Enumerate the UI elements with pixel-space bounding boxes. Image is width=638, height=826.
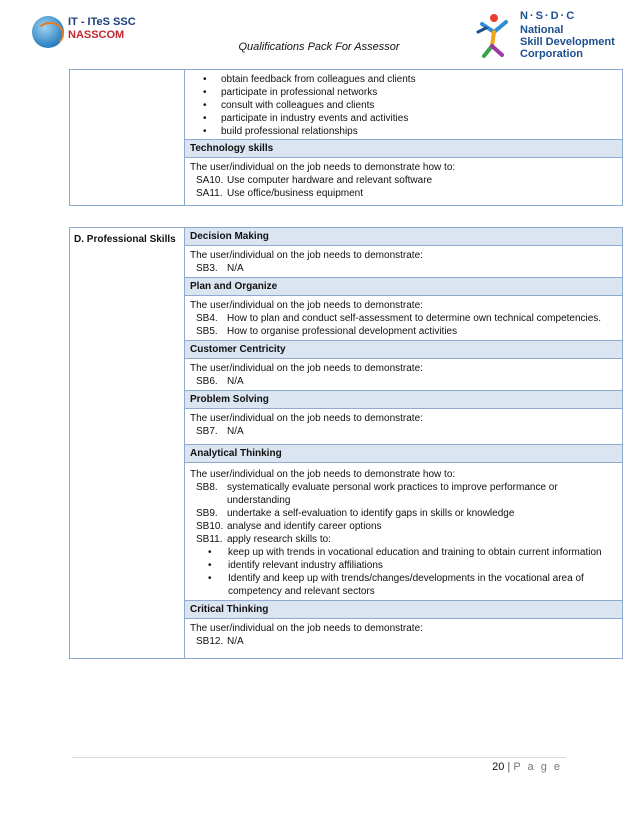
list-item: • consult with colleagues and clients	[185, 99, 622, 112]
item-code: SB3.	[196, 263, 218, 274]
logo-left-line2: NASSCOM	[68, 29, 125, 41]
section-intro: The user/individual on the job needs to demonstrate:	[190, 413, 423, 424]
item-text: N/A	[227, 263, 244, 274]
logo-left-line1: IT - ITeS SSC	[68, 16, 136, 28]
section-body	[185, 246, 622, 277]
item-text: N/A	[227, 376, 244, 387]
item-code: SB6.	[196, 376, 218, 387]
item-code: SB5.	[196, 326, 218, 337]
professional-skills-label-cell	[70, 228, 185, 659]
empty-left-cell	[70, 70, 185, 206]
item-text: Use office/business equipment	[227, 188, 364, 199]
list-item	[190, 312, 617, 325]
professional-skills-label: D. Professional Skills	[74, 234, 176, 245]
section-heading: Decision Making	[185, 228, 622, 246]
section-cell-problem-solving	[185, 391, 623, 445]
section-body	[185, 409, 622, 444]
section-heading: Plan and Organize	[185, 278, 622, 296]
bullet-cell	[185, 70, 623, 140]
item-text: N/A	[227, 426, 244, 437]
item-text: undertake a self-evaluation to identify gaps in skills or knowledge	[227, 508, 515, 519]
item-text: How to plan and conduct self-assessment to determine own technical competencies.	[227, 313, 602, 324]
item-list	[190, 481, 617, 546]
nsdc-line1: National	[520, 24, 564, 36]
item-code: SB11.	[196, 534, 223, 545]
sub-bullet-list	[190, 546, 617, 598]
item-code: SB10.	[196, 521, 224, 532]
item-code: SA10.	[196, 175, 224, 186]
section-heading: Customer Centricity	[185, 341, 622, 359]
table-professional-skills	[69, 227, 623, 659]
item-text: analyse and identify career options	[227, 521, 382, 532]
list-item	[190, 187, 617, 200]
section-heading: Problem Solving	[185, 391, 622, 409]
section-cell-plan-and-organize	[185, 278, 623, 341]
list-item: • participate in industry events and activities	[185, 112, 622, 125]
list-item	[190, 533, 617, 546]
item-code: SB7.	[196, 426, 218, 437]
item-text: systematically evaluate personal work practices to improve performance or understanding	[227, 482, 558, 506]
list-item	[190, 635, 617, 648]
item-list	[190, 262, 617, 275]
item-text: N/A	[227, 636, 244, 647]
item-code: SB9.	[196, 508, 218, 519]
item-list	[190, 425, 617, 438]
item-list	[190, 312, 617, 338]
section-heading: Critical Thinking	[185, 601, 622, 619]
section-body	[185, 359, 622, 390]
page-number-value: 20	[492, 761, 505, 773]
nsdc-line3: Corporation	[520, 48, 583, 60]
section-cell-customer-centricity	[185, 341, 623, 391]
section-body	[185, 296, 622, 340]
item-code: SB4.	[196, 313, 218, 324]
list-item	[190, 325, 617, 338]
nsdc-logo	[474, 8, 614, 60]
table-technology-skills	[69, 69, 623, 206]
nsdc-figure-icon	[474, 12, 514, 58]
list-item: • Identify and keep up with trends/changes/developments in the vocational area of competency and relevant sectors	[190, 572, 617, 598]
section-body	[185, 463, 622, 600]
page-header-title: Qualifications Pack For Assessor	[238, 41, 400, 53]
list-item	[190, 375, 617, 388]
item-text: How to organise professional development activities	[227, 326, 458, 337]
item-list	[190, 635, 617, 648]
item-code: SB8.	[196, 482, 218, 493]
nsdc-acronym: N·S·D·C	[520, 10, 577, 22]
section-body	[185, 158, 622, 205]
list-item	[190, 425, 617, 438]
technology-skills-cell	[185, 140, 623, 206]
list-item	[190, 520, 617, 533]
item-code: SA11.	[196, 188, 223, 199]
section-intro: The user/individual on the job needs to demonstrate how to:	[190, 469, 456, 480]
list-item	[190, 507, 617, 520]
section-cell-decision-making	[185, 228, 623, 278]
footer-divider	[72, 757, 566, 758]
section-intro: The user/individual on the job needs to demonstrate how to:	[190, 162, 456, 173]
item-text: Use computer hardware and relevant software	[227, 175, 433, 186]
section-intro: The user/individual on the job needs to demonstrate:	[190, 623, 423, 634]
list-item: • participate in professional networks	[185, 86, 622, 99]
item-list	[190, 174, 617, 200]
section-cell-analytical-thinking	[185, 445, 623, 601]
page-number-separator: |	[507, 761, 511, 773]
page-number	[490, 761, 562, 773]
nsdc-line2: Skill Development	[520, 36, 615, 48]
list-item	[190, 481, 617, 507]
list-item: • keep up with trends in vocational education and training to obtain current information	[190, 546, 617, 559]
list-item: • build professional relationships	[185, 125, 622, 138]
bullet-list	[185, 70, 622, 139]
list-item	[190, 262, 617, 275]
section-body	[185, 619, 622, 658]
section-heading: Analytical Thinking	[185, 445, 622, 463]
section-intro: The user/individual on the job needs to demonstrate:	[190, 300, 423, 311]
item-text: apply research skills to:	[227, 534, 331, 545]
section-heading: Technology skills	[185, 140, 622, 158]
list-item: • identify relevant industry affiliations	[190, 559, 617, 572]
item-list	[190, 375, 617, 388]
section-intro: The user/individual on the job needs to demonstrate:	[190, 250, 423, 261]
section-intro: The user/individual on the job needs to demonstrate:	[190, 363, 423, 374]
page-word: P a g e	[513, 761, 562, 773]
list-item: • obtain feedback from colleagues and clients	[185, 73, 622, 86]
item-code: SB12.	[196, 636, 224, 647]
section-cell-critical-thinking	[185, 601, 623, 659]
list-item	[190, 174, 617, 187]
